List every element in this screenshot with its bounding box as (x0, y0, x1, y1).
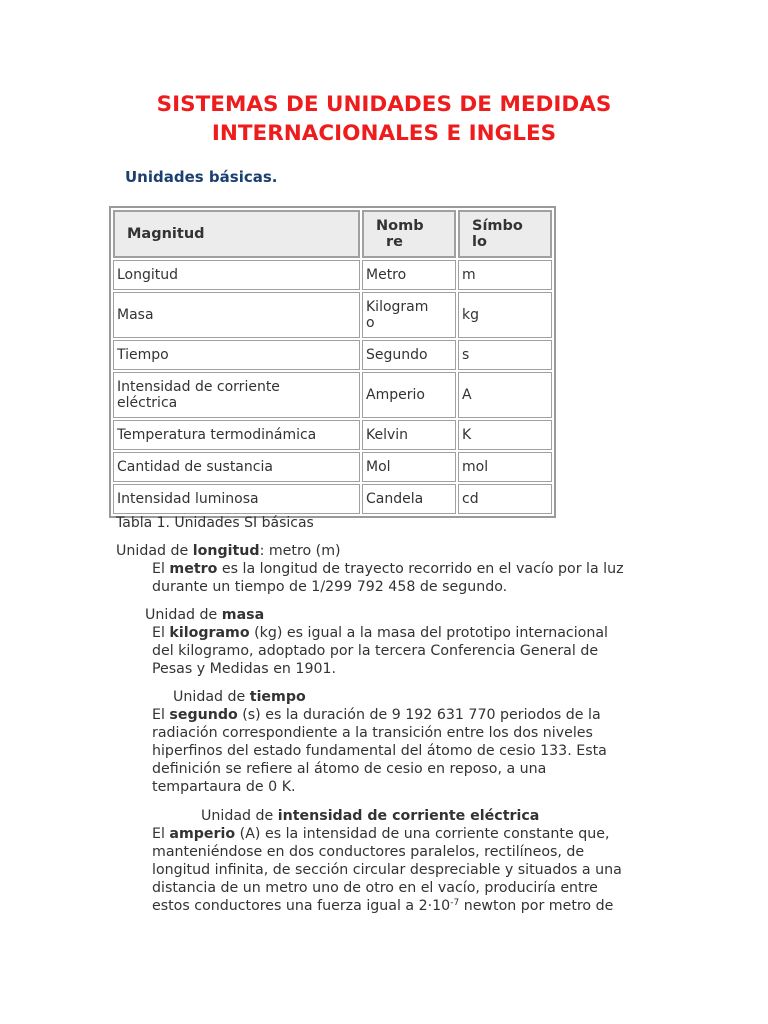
section-definition: El amperio (A) es la intensidad de una corriente constante que, (152, 826, 610, 842)
table-row (113, 260, 552, 290)
section-definition: El segundo (s) es la duración de 9 192 631 770 periodos de la (152, 707, 601, 723)
cell-nombre: Kilogram o (362, 292, 456, 338)
table-row (113, 340, 552, 370)
si-units-table (109, 206, 556, 518)
cell-magnitud: Tiempo (113, 340, 360, 370)
section-definition: El kilogramo (kg) es igual a la masa del prototipo internacional (152, 625, 608, 641)
cell-nombre: Amperio (362, 372, 456, 418)
table-row (113, 484, 552, 514)
table-header-row (113, 210, 552, 258)
section-definition-line: definición se refiere al átomo de cesio en reposo, a una (152, 761, 547, 777)
section-definition-line: distancia de un metro uno de otro en el vacío, produciría entre (152, 880, 598, 896)
cell-simbolo: A (458, 372, 552, 418)
section-heading: Unidad de tiempo (173, 689, 306, 705)
cell-simbolo: s (458, 340, 552, 370)
cell-magnitud: Temperatura termodinámica (113, 420, 360, 450)
cell-magnitud: Masa (113, 292, 360, 338)
cell-simbolo: kg (458, 292, 552, 338)
section-definition-line: manteniéndose en dos conductores paralelos, rectilíneos, de (152, 844, 585, 860)
section-definition-line: durante un tiempo de 1/299 792 458 de segundo. (152, 579, 508, 595)
cell-magnitud: Intensidad de corriente eléctrica (113, 372, 360, 418)
section-definition-block (0, 624, 608, 678)
section-longitud (116, 542, 624, 596)
cell-nombre: Candela (362, 484, 456, 514)
header-magnitud: Magnitud (113, 210, 360, 258)
table-row (113, 452, 552, 482)
section-definition-line: tempartaura de 0 K. (152, 779, 296, 795)
cell-magnitud: Cantidad de sustancia (113, 452, 360, 482)
title-line-2: INTERNACIONALES E INGLES (211, 121, 557, 146)
section-heading: Unidad de masa (145, 607, 265, 623)
title-line-1: SISTEMAS DE UNIDADES DE MEDIDAS (156, 92, 612, 117)
section-definition-line: longitud infinita, de sección circular despreciable y situados a una (152, 862, 622, 878)
header-nombre: Nomb re (362, 210, 456, 258)
section-definition-line: del kilogramo, adoptado por la tercera Conferencia General de (152, 643, 599, 659)
cell-simbolo: K (458, 420, 552, 450)
section-masa (145, 606, 608, 678)
cell-simbolo: mol (458, 452, 552, 482)
table-caption: Tabla 1. Unidades SI básicas (116, 515, 314, 531)
section-definition-block (0, 706, 607, 796)
section-tiempo (152, 688, 607, 796)
section-definition: El metro es la longitud de trayecto recorrido en el vacío por la luz (152, 561, 624, 577)
section-heading: Unidad de longitud: metro (m) (116, 543, 341, 559)
section-heading: Unidad de intensidad de corriente eléctrica (201, 808, 540, 824)
cell-simbolo: m (458, 260, 552, 290)
section-definition-line: estos conductores una fuerza igual a $2\cdot 10^{-7}$ newton por metro de (152, 898, 614, 914)
cell-nombre: Metro (362, 260, 456, 290)
section-corriente (152, 807, 622, 915)
cell-nombre: Mol (362, 452, 456, 482)
section-definition-line: radiación correspondiente a la transición entre los dos niveles (152, 725, 593, 741)
page-title (0, 90, 768, 148)
section-definition-line: hiperfinos del estado fundamental del átomo de cesio 133. Esta (152, 743, 607, 759)
table-row (113, 420, 552, 450)
section-definition-block (0, 825, 622, 915)
table-row (113, 292, 552, 338)
header-simbolo: Símbo lo (458, 210, 552, 258)
cell-nombre: Kelvin (362, 420, 456, 450)
cell-simbolo: cd (458, 484, 552, 514)
section-definition-line: Pesas y Medidas en 1901. (152, 661, 337, 677)
cell-magnitud: Longitud (113, 260, 360, 290)
section-subtitle: Unidades básicas. (125, 168, 278, 186)
cell-nombre: Segundo (362, 340, 456, 370)
table-row (113, 372, 552, 418)
cell-magnitud: Intensidad luminosa (113, 484, 360, 514)
